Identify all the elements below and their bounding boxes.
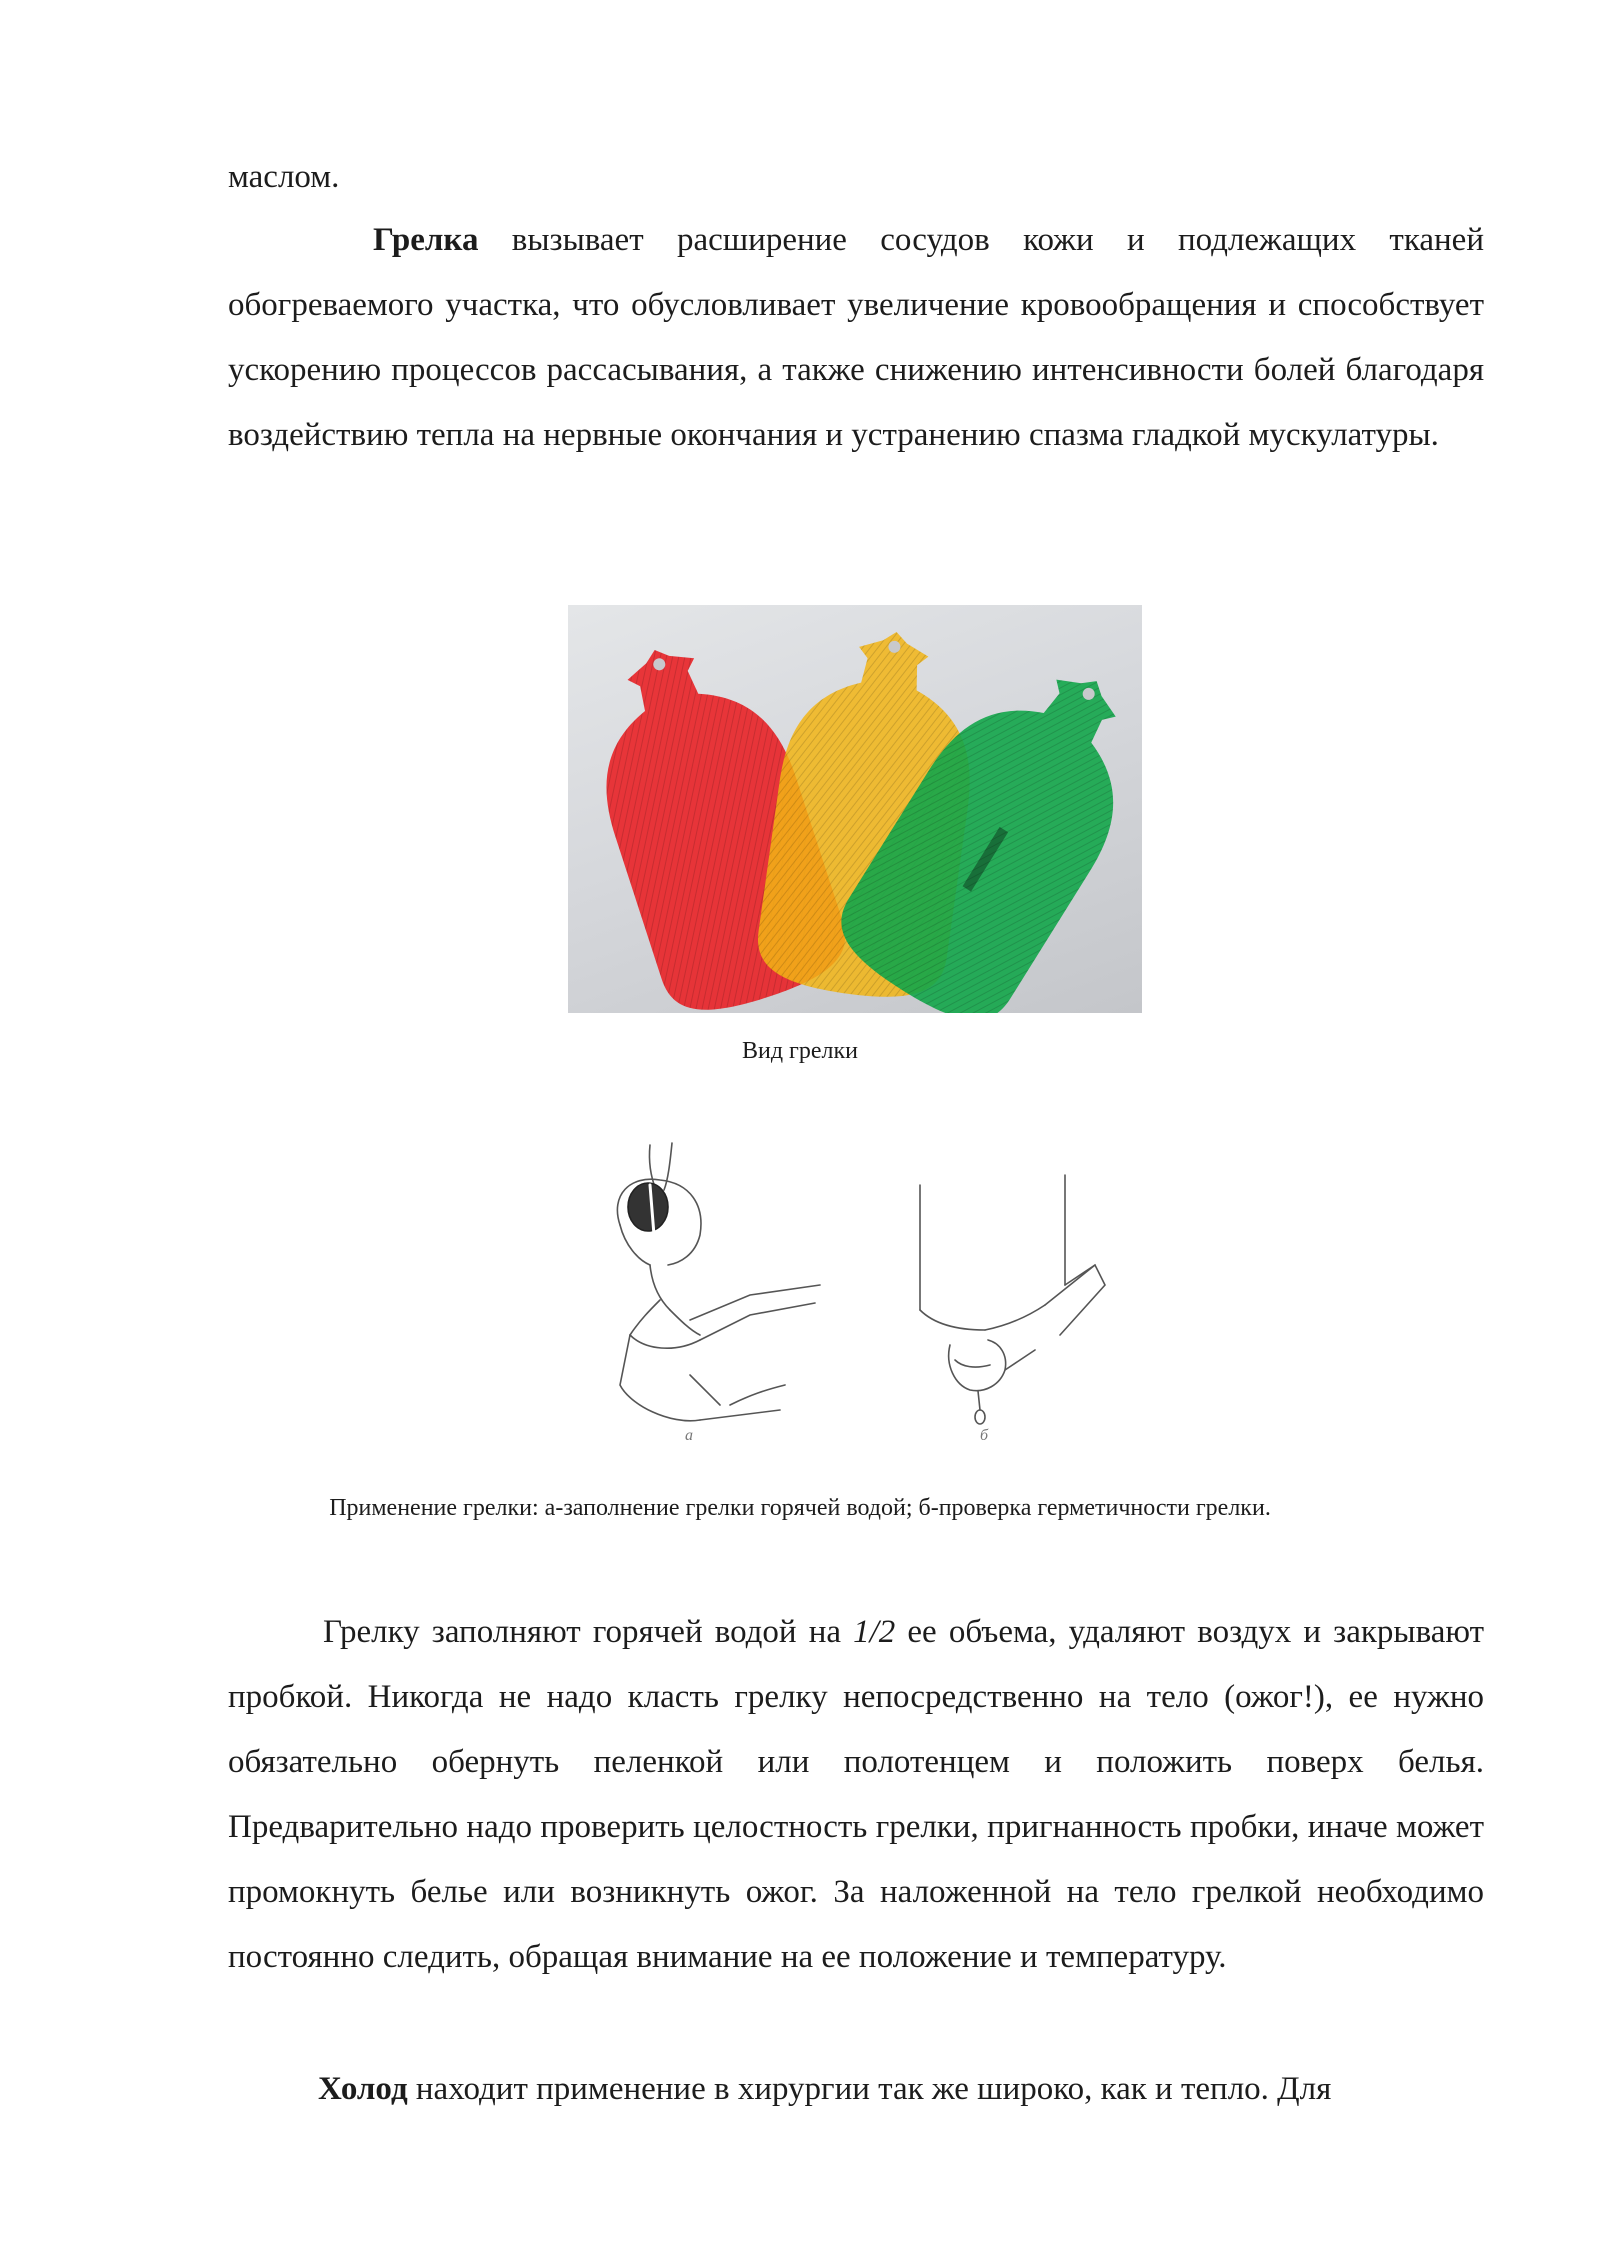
paragraph-tail [228,145,1484,210]
term-cold: Холод [318,2071,408,2107]
drawing-label-a: а [685,1427,693,1444]
drawing-a-filling [617,1143,820,1444]
heating-pads-photo [568,605,1142,1013]
drawing-caption: Применение грелки: а-заполнение грелки горячей водой; б-проверка герметичности грелки. [329,1495,1271,1521]
paragraph-heat-text: вызывает расширение сосудов кожи и подлежащих тканей обогреваемого участка, что обусловливает увеличение кровообращения и способствует ускорению процессов рассасывания, а также снижению интенсивности болей благодаря воздействию тепла на нервные окончания и устранению спазма гладкой мускулатуры. [228,222,1484,453]
fraction-half: 1/2 [853,1614,896,1650]
heating-pad-usage-drawing [590,1135,1130,1455]
paragraph-heat [228,208,1484,468]
paragraph-filling-rest: ее объема, удаляют воздух и закрывают пробкой. Никогда не надо класть грелку непосредственно на тело (ожог!), ее нужно обязательно обернуть пеленкой или полотенцем и положить поверх белья. Предварительно надо проверить целостность грелки, пригнанность пробки, иначе может промокнуть белье или возникнуть ожог. За наложенной на тело грелкой необходимо постоянно следить, обращая внимание на ее положение и температуру. [228,1614,1484,1975]
paragraph-cold [228,2057,1484,2122]
drawing-b-checking [920,1175,1105,1444]
photo-caption: Вид грелки [741,1038,859,1064]
paragraph-cold-text: находит применение в хирургии так же широко, как и тепло. Для [407,2071,1332,2107]
term-heating-pad: Грелка [373,222,479,258]
paragraph-tail-text: маслом. [228,159,340,195]
paragraph-filling-start: Грелку заполняют горячей водой на [323,1614,854,1650]
drawing-label-b: б [980,1427,989,1444]
paragraph-filling [228,1600,1484,1990]
